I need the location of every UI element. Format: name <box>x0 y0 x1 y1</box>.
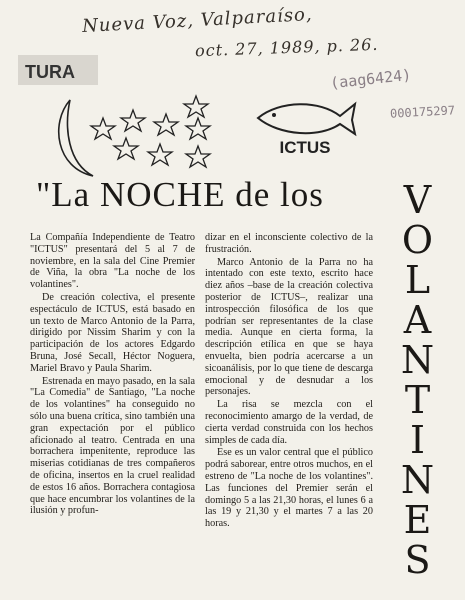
article-paragraph: De creación colectiva, el presente espectáculo de ICTUS, está basado en un texto de Marco Antonio de la Parra, dirigido por Nissim Sharim y con la participación de los actores Edgardo Bruna, José Secall, Héctor Noguera, Mariel Bravo y Paula Sharim. <box>30 291 195 374</box>
vertical-title-letter: A <box>403 298 432 342</box>
vertical-title-letter: N <box>400 458 435 502</box>
article-paragraph: La Compañía Independiente de Teatro "ICTUS" presentará del 5 al 7 de noviembre, en la sala del Cine Premier de Viña, la obra "La noche de los volantines". <box>30 232 195 291</box>
article-paragraph: Estrenada en mayo pasado, en la sala "La Comedia" de Santiago, "La noche de los volantines" ha conseguido no sólo una buena crítica, sino también una gran expectación por el público aficionado al teatro. Centrada en una borrachera impenitente, reproduce las miserias cotidianas de tres compañeros de oficina, insertos en la cruel realidad de estos 16 años. Borrachera contagiosa que hace encumbrar los volantines de la ilusión y profun- <box>30 375 195 517</box>
ictus-logo <box>250 98 360 158</box>
article-paragraph: dizar en el inconsciente colectivo de la frustración. <box>205 232 373 255</box>
article-paragraph: Marco Antonio de la Parra no ha intentado con este texto, escrito hace diez años –base de la creación colectiva posterior de ICTUS–, realizar una introspección filosófica de los que podrían ser representantes de la clase media. Aunque en cierta forma, la descripción etílica en que se haya envuelta, bien podría acercarse a un sicoanálisis, por lo que tiene de descarga emocional y de desnudar a los personajes. <box>205 256 373 398</box>
archive-number-stamp: 000175297 <box>389 103 456 121</box>
vertical-title-letter: T <box>404 378 431 422</box>
archive-code-stamp: (aag6424) <box>329 65 412 93</box>
vertical-title-letter: S <box>404 538 431 582</box>
vertical-title-letter: E <box>403 498 432 542</box>
logo-wordmark: ICTUS <box>279 138 331 157</box>
article-headline: "La NOCHE de los <box>36 175 324 214</box>
vertical-title-letter: N <box>400 338 435 382</box>
section-label: TURA <box>25 62 75 82</box>
vertical-title-word <box>395 180 440 580</box>
vertical-title-letter: L <box>404 258 431 302</box>
article-column-2 <box>205 232 373 531</box>
handwritten-source-note: Nueva Voz, Valparaíso, <box>81 3 314 38</box>
article-paragraph: La risa se mezcla con el reconocimiento amargo de la verdad, de cierta verdad construida con los hechos simples de cada día. <box>205 399 373 446</box>
vertical-title-letter: V <box>403 178 432 222</box>
fish-icon <box>250 98 360 158</box>
vertical-title-letter: O <box>401 218 434 262</box>
vertical-title-letter: I <box>409 418 425 462</box>
moon-and-stars-illustration <box>48 88 238 188</box>
article-paragraph: Ese es un valor central que el público podrá saborear, entre otros muchos, en el estreno de "La noche de los volantines". Las funciones del Premier serán el domingo 5 a las 21,30 horas, el lunes 6 a las 19 y 21,30 y el martes 7 a las 20 horas. <box>205 447 373 530</box>
article-column-1 <box>30 232 195 518</box>
handwritten-date-note: oct. 27, 1989, p. 26. <box>194 34 379 61</box>
